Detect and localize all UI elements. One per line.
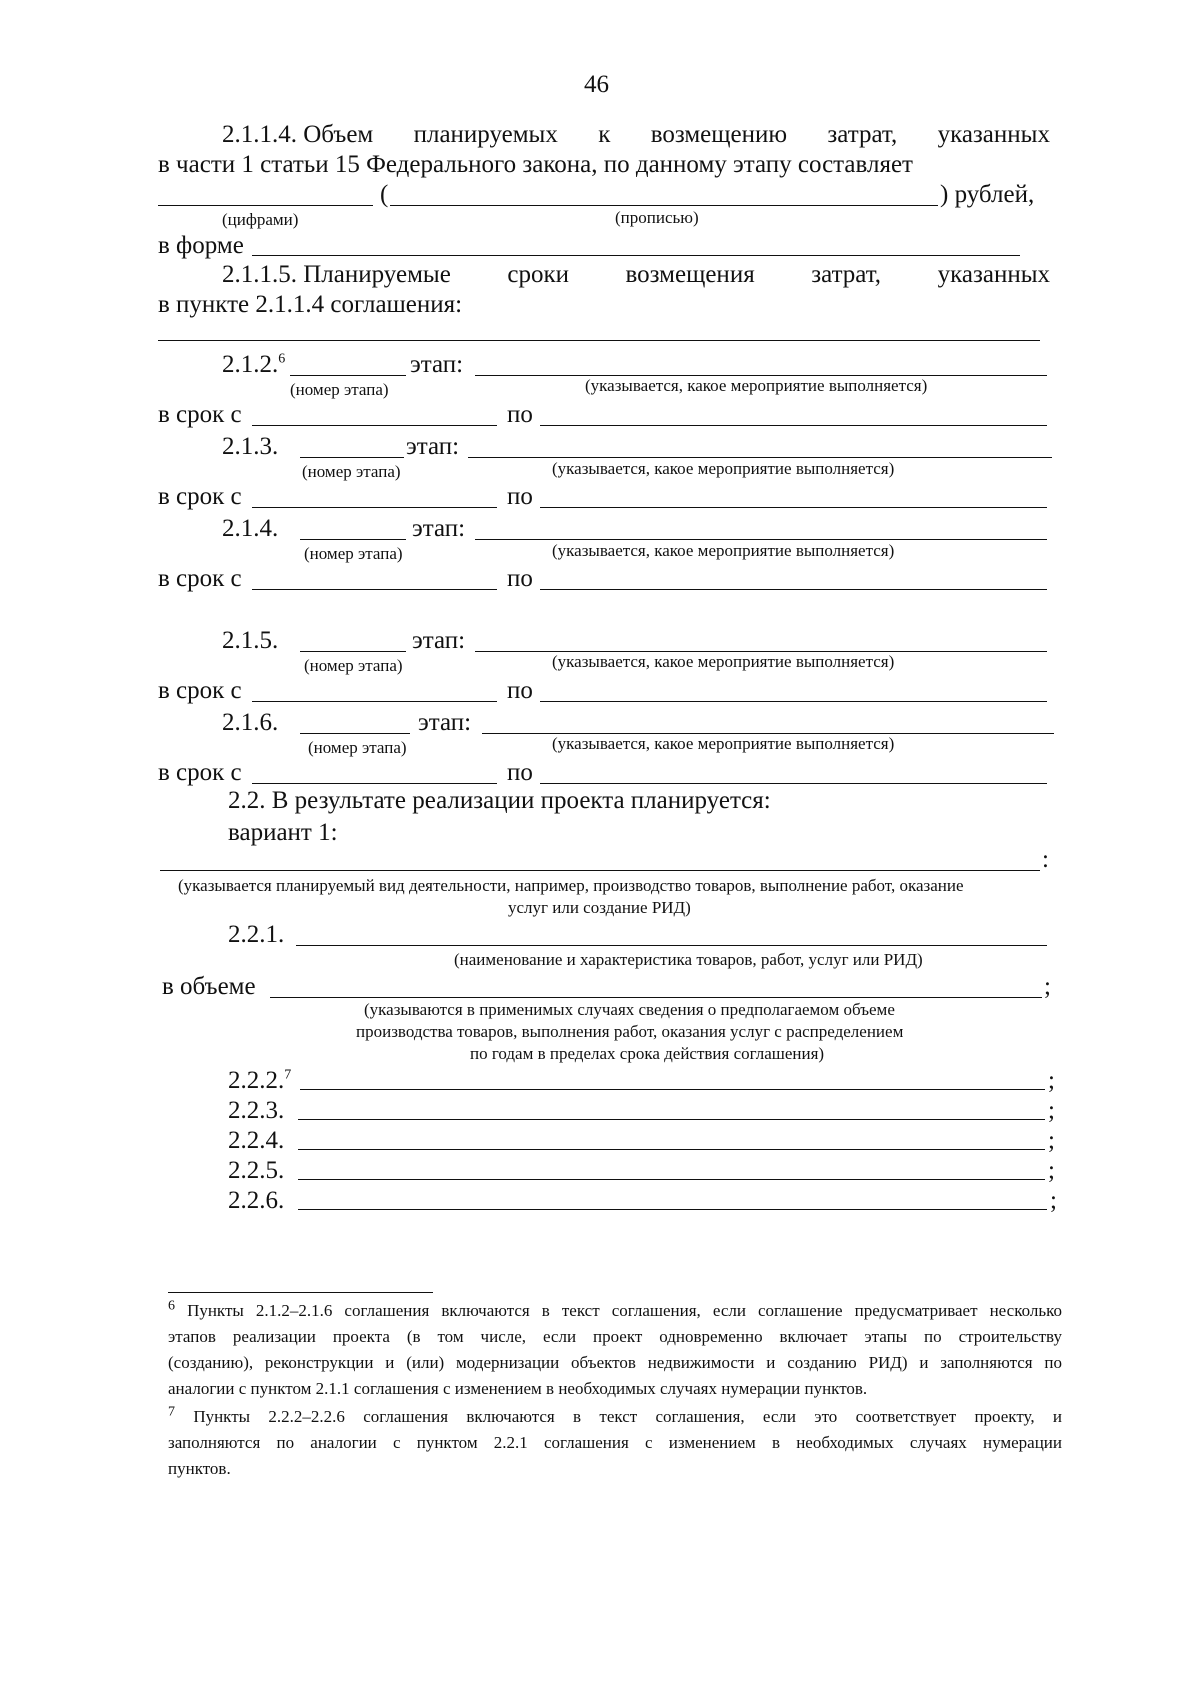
- item-semicolon: ;: [1048, 1097, 1055, 1124]
- term-from-label: в срок с: [158, 677, 242, 704]
- footnote-separator: [168, 1292, 433, 1293]
- term-from-field[interactable]: [252, 507, 497, 508]
- term-from-field[interactable]: [252, 589, 497, 590]
- clause-2-1-1-5-line2: в пункте 2.1.1.4 соглашения:: [158, 291, 463, 318]
- text-word: возмещению: [650, 121, 788, 148]
- caption-stage-event: (указывается, какое мероприятие выполняется): [552, 734, 895, 753]
- reimbursement-terms-field[interactable]: [158, 340, 1040, 341]
- item-field[interactable]: [298, 1119, 1045, 1120]
- footnote-line: (созданию), реконструкции и (или) модернизации объектов недвижимости и созданию РИД) и заполняются по: [168, 1353, 1062, 1372]
- footnote-7: [168, 1404, 1062, 1482]
- term-to-label: по: [507, 401, 533, 428]
- caption-stage-event: (указывается, какое мероприятие выполняется): [552, 459, 895, 478]
- volume-field[interactable]: [270, 997, 1042, 998]
- item-semicolon: ;: [1048, 1067, 1055, 1094]
- term-to-label: по: [507, 565, 533, 592]
- clause-item-number: 2.2.6.: [228, 1187, 285, 1214]
- item-field[interactable]: [298, 1209, 1047, 1210]
- caption-volume: по годам в пределах срока действия соглашения): [470, 1044, 825, 1063]
- term-from-label: в срок с: [158, 483, 242, 510]
- stage-number-field[interactable]: [300, 539, 406, 540]
- open-paren: (: [380, 181, 389, 208]
- item-field[interactable]: [298, 1149, 1045, 1150]
- term-from-label: в срок с: [158, 401, 242, 428]
- stage-event-field[interactable]: [475, 539, 1047, 540]
- item-semicolon: ;: [1048, 1157, 1055, 1184]
- term-from-label: в срок с: [158, 565, 242, 592]
- term-to-field[interactable]: [540, 589, 1047, 590]
- footnote-line: $^6$ Пункты 2.1.2–2.1.6 соглашения включаются в текст соглашения, если соглашение предусматривает несколько: [168, 1298, 1063, 1320]
- text-word: 2.1.1.4. Объем: [222, 121, 374, 148]
- footnote-line: $^7$ Пункты 2.2.2–2.2.6 соглашения включаются в текст соглашения, если это соответствует проекту, и: [168, 1404, 1062, 1426]
- term-to-label: по: [507, 677, 533, 704]
- clause-2-1-1-5-line1: [222, 260, 1050, 290]
- footnote-6: [168, 1298, 1062, 1402]
- term-from-label: в срок с: [158, 759, 242, 786]
- amount-digits-field[interactable]: [158, 205, 373, 206]
- term-from-field[interactable]: [252, 701, 497, 702]
- caption-stage-number: (номер этапа): [304, 656, 403, 675]
- caption-volume: производства товаров, выполнения работ, оказания услуг с распределением: [356, 1022, 904, 1041]
- stage-number-field[interactable]: [300, 651, 406, 652]
- caption-activity: услуг или создание РИД): [508, 898, 691, 917]
- stage-label: этап:: [412, 627, 466, 654]
- caption-stage-number: (номер этапа): [308, 738, 407, 757]
- clause-item-number: 2.2.3.: [228, 1097, 285, 1124]
- term-from-field[interactable]: [252, 783, 497, 784]
- term-to-field[interactable]: [540, 425, 1047, 426]
- text-word: планируемых: [413, 121, 558, 148]
- text-word: к: [598, 121, 611, 148]
- item-2-2-1-field[interactable]: [296, 945, 1047, 946]
- term-to-label: по: [507, 759, 533, 786]
- stage-number: 2.1.3.: [222, 433, 279, 460]
- text-word: указанных: [937, 261, 1050, 288]
- clause-2-1-1-4-line1: [222, 120, 1050, 150]
- text-word: 2.1.1.5. Планируемые: [222, 261, 451, 288]
- item-semicolon: ;: [1050, 1187, 1057, 1214]
- text-word: затрат,: [811, 261, 882, 288]
- term-to-field[interactable]: [540, 783, 1047, 784]
- footnote-line: заполняются по аналогии с пунктом 2.2.1 соглашения с изменением в необходимых случаях нумерации: [168, 1433, 1062, 1452]
- caption-words: (прописью): [615, 208, 699, 227]
- text-word: возмещения: [625, 261, 755, 288]
- stage-label: этап:: [412, 515, 466, 542]
- stage-number-field[interactable]: [300, 457, 404, 458]
- term-to-field[interactable]: [540, 507, 1047, 508]
- caption-digits: (цифрами): [222, 210, 299, 229]
- stage-label: этап:: [406, 433, 460, 460]
- stage-number-field[interactable]: [290, 375, 406, 376]
- stage-number: 2.1.2.$^6$: [222, 351, 286, 378]
- variant-label: вариант 1:: [228, 819, 338, 846]
- term-from-field[interactable]: [252, 425, 497, 426]
- caption-volume: (указываются в применимых случаях сведения о предполагаемом объеме: [364, 1000, 895, 1019]
- footnote-line: пунктов.: [168, 1459, 231, 1478]
- amount-words-field[interactable]: [390, 205, 938, 206]
- text-word: затрат,: [827, 121, 898, 148]
- caption-item: (наименование и характеристика товаров, работ, услуг или РИД): [454, 950, 923, 969]
- caption-stage-number: (номер этапа): [304, 544, 403, 563]
- footnote-line: аналогии с пунктом 2.1.1 соглашения с изменением в необходимых случаях нумерации пунктов.: [168, 1379, 868, 1398]
- activity-colon: :: [1042, 846, 1049, 873]
- stage-label: этап:: [410, 351, 464, 378]
- footnote-line: этапов реализации проекта (в том числе, если проект одновременно включает этапы по строительству: [168, 1327, 1062, 1346]
- caption-stage-number: (номер этапа): [290, 380, 389, 399]
- caption-activity: (указывается планируемый вид деятельности, например, производство товаров, выполнение работ, оказание: [178, 876, 964, 895]
- activity-field[interactable]: [160, 870, 1040, 871]
- clause-item-number: 2.2.5.: [228, 1157, 285, 1184]
- text-word: сроки: [507, 261, 569, 288]
- stage-number: 2.1.5.: [222, 627, 279, 654]
- form-field[interactable]: [252, 255, 1020, 256]
- item-field[interactable]: [300, 1089, 1045, 1090]
- form-label: в форме: [158, 232, 244, 259]
- clause-item-number: 2.2.2.$^7$: [228, 1067, 292, 1094]
- text-word: указанных: [937, 121, 1050, 148]
- volume-semicolon: ;: [1044, 973, 1051, 1000]
- clause-item-number: 2.2.4.: [228, 1127, 285, 1154]
- stage-number: 2.1.6.: [222, 709, 279, 736]
- caption-stage-event: (указывается, какое мероприятие выполняется): [585, 376, 928, 395]
- rubles-label: ) рублей,: [940, 181, 1035, 208]
- clause-2-2-1: 2.2.1.: [228, 921, 285, 948]
- clause-2-2-heading: 2.2. В результате реализации проекта планируется:: [228, 787, 771, 814]
- stage-number-field[interactable]: [300, 733, 410, 734]
- caption-stage-event: (указывается, какое мероприятие выполняется): [552, 541, 895, 560]
- volume-label: в объеме: [162, 973, 256, 1000]
- item-semicolon: ;: [1048, 1127, 1055, 1154]
- stage-label: этап:: [418, 709, 472, 736]
- caption-stage-number: (номер этапа): [302, 462, 401, 481]
- clause-2-1-1-4-line2: в части 1 статьи 15 Федерального закона, по данному этапу составляет: [158, 151, 913, 178]
- stage-event-field[interactable]: [468, 457, 1052, 458]
- item-field[interactable]: [298, 1179, 1045, 1180]
- term-to-label: по: [507, 483, 533, 510]
- stage-number: 2.1.4.: [222, 515, 279, 542]
- term-to-field[interactable]: [540, 701, 1047, 702]
- caption-stage-event: (указывается, какое мероприятие выполняется): [552, 652, 895, 671]
- page-number: 46: [584, 71, 609, 98]
